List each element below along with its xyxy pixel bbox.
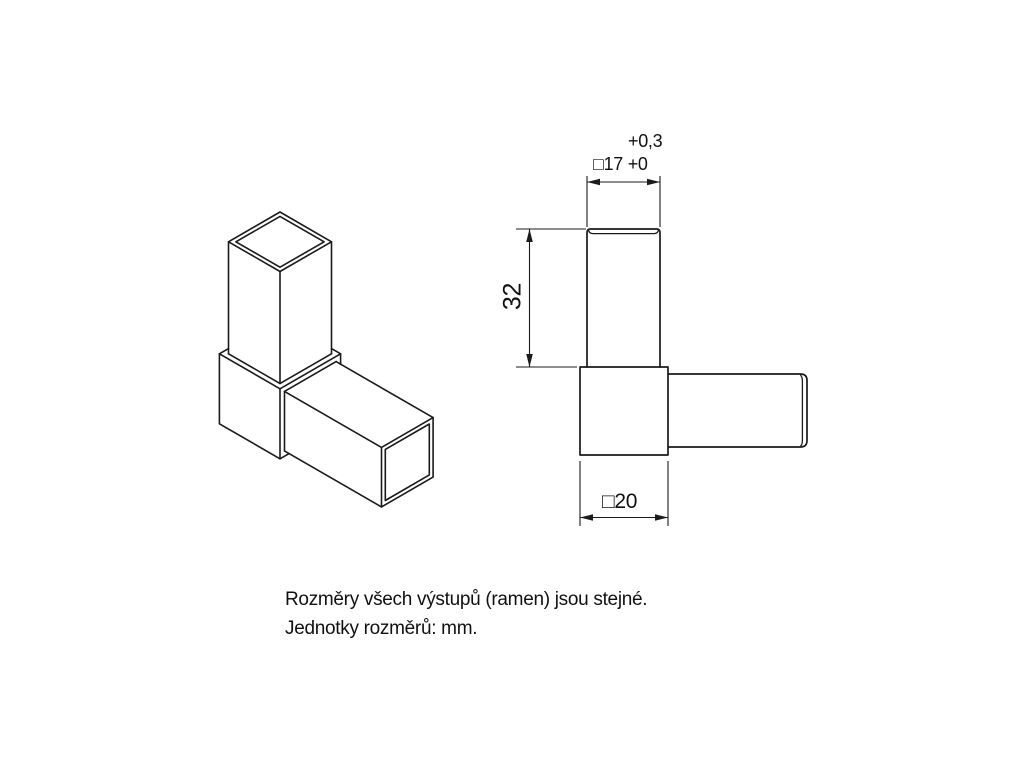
arrowhead [655,514,668,521]
arrowhead [526,229,533,242]
dim-arm-section-label: □17 +0 [593,154,648,174]
arrowhead [587,179,600,186]
front-tube-end-chamfer [589,230,659,234]
arrowhead [526,354,533,367]
front-arm-end-chamfer [801,375,803,446]
arrowhead [647,179,660,186]
iso-arm-end-face [382,418,434,507]
dim-arm-length-label: 32 [498,282,527,311]
front-arm-outline [668,374,807,447]
isometric-view [219,212,433,507]
note-line-2: Jednotky rozměrů: mm. [285,618,478,639]
iso-body-left-face [219,354,280,459]
front-view [580,229,807,455]
dim-32-extension-lines [516,229,586,367]
note-line-1: Rozměry všech výstupů (ramen) jsou stejné. [285,589,648,610]
dim-arm-section-tolerance-label: +0,3 [628,131,663,151]
iso-arm-end-chamfer [385,424,429,501]
arrowhead [580,514,593,521]
iso-tube-top-face [229,212,332,272]
dim-body-section-label: □20 [602,490,638,513]
dimension-arrowheads [526,179,668,521]
iso-tube-top-chamfer [236,216,324,267]
front-tube-outline [587,229,660,367]
front-body-outline [580,367,668,455]
